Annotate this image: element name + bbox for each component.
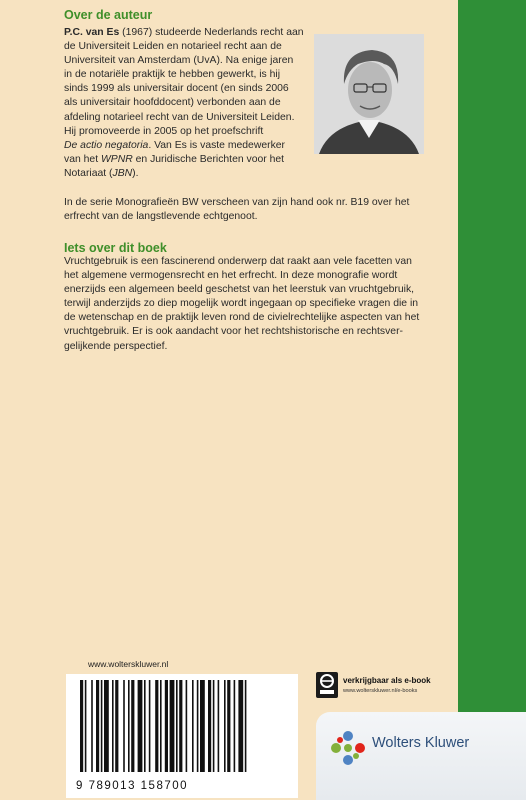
dissertation-title: De actio negatoria — [64, 139, 149, 151]
about-line-10 — [64, 153, 314, 167]
series-text — [64, 196, 444, 224]
author-portrait-image — [314, 34, 424, 154]
barcode-bar — [218, 680, 220, 772]
barcode-bar — [238, 680, 243, 772]
barcode-bar — [165, 680, 168, 772]
barcode-bar — [186, 680, 188, 772]
about-line-1 — [64, 26, 314, 40]
book-line: het algemene vermogensrecht en het erfrecht. In deze monografie wordt — [64, 270, 398, 282]
book-line: Vruchtgebruik is een fascinerend onderwerp dat raakt aan vele facetten van — [64, 256, 412, 267]
barcode-bar — [138, 680, 143, 772]
green-side-band — [458, 0, 526, 800]
ebook-icon — [316, 672, 338, 698]
book-line: enerzijds een algemeen beeld geschetst van het leerstuk van vruchtgebruik, — [64, 284, 415, 296]
about-line: sinds 1999 als universitair docent (en sinds 2006 — [64, 83, 289, 95]
about-line: in de notariële praktijk te hebben gewerkt, is hij — [64, 69, 281, 81]
about-line-9-rest: . Van Es is vaste medewerker — [148, 139, 286, 151]
book-line: de wetenschap en de praktijk leven rond de civielrechtelijke aspecten van het — [64, 312, 420, 324]
ebook-glyph-icon — [316, 672, 338, 698]
barcode-bar — [155, 680, 158, 772]
wpnr-journal: WPNR — [100, 153, 133, 165]
about-line-11-rest: ). — [132, 167, 139, 179]
about-line: als universitair hoofddocent) verbonden aan de — [64, 97, 281, 109]
barcode — [66, 674, 298, 798]
barcode-bar — [170, 680, 175, 772]
about-line-11 — [64, 167, 314, 181]
barcode-bar — [91, 680, 93, 772]
about-line: Universiteit van Amsterdam (UvA). Na enige jaren — [64, 55, 294, 67]
barcode-bar — [179, 680, 182, 772]
series-line: erfrecht van de langstlevende echtgenoot. — [64, 211, 258, 223]
about-line-9 — [64, 139, 314, 153]
barcode-bar — [85, 680, 87, 772]
barcode-bar — [80, 680, 83, 772]
book-line: vruchtgebruik. Er is ook aandacht voor het rechtshistorische en rechtsver- — [64, 326, 404, 338]
barcode-bar — [96, 680, 99, 772]
barcode-bar — [213, 680, 215, 772]
about-book-text — [64, 255, 454, 354]
barcode-bar — [144, 680, 146, 772]
barcode-bar — [123, 680, 125, 772]
about-author-heading: Over de auteur — [64, 8, 153, 22]
ebook-label: verkrijgbaar als e-book — [343, 676, 431, 685]
barcode-bar — [160, 680, 162, 772]
barcode-bar — [104, 680, 109, 772]
barcode-bars — [66, 680, 298, 780]
about-line-1-rest: (1967) studeerde Nederlands recht aan — [119, 27, 304, 38]
jbn-journal: JBN — [112, 167, 133, 179]
about-line-11-pre: Notariaat ( — [64, 167, 113, 179]
about-line: Hij promoveerde in 2005 op het proefschrift — [64, 125, 264, 137]
barcode-bar — [245, 680, 247, 772]
publisher-logo — [316, 712, 526, 800]
about-author-text — [64, 26, 314, 181]
publisher-website: www.wolterskluwer.nl — [88, 659, 169, 669]
barcode-bar — [208, 680, 211, 772]
publisher-name: Wolters Kluwer — [372, 735, 470, 751]
barcode-bar — [192, 680, 194, 772]
about-book-heading: Iets over dit boek — [64, 241, 167, 255]
book-line: gelijkende perspectief. — [64, 340, 168, 352]
about-line-10-rest: en Juridische Berichten voor het — [132, 153, 285, 165]
series-line: In de serie Monografieën BW verscheen van zijn hand ook nr. B19 over het — [64, 197, 410, 208]
about-line-10-pre: van het — [64, 153, 101, 165]
barcode-bar — [128, 680, 130, 772]
barcode-bar — [101, 680, 103, 772]
barcode-bar — [131, 680, 134, 772]
barcode-bar — [112, 680, 114, 772]
about-line: afdeling notarieel recht van de Universiteit Leiden. — [64, 111, 295, 123]
about-line: de Universiteit Leiden en notarieel recht aan de — [64, 41, 282, 53]
wolters-kluwer-emblem-icon — [328, 728, 368, 768]
barcode-bar — [149, 680, 151, 772]
barcode-bar — [176, 680, 178, 772]
barcode-bar — [200, 680, 205, 772]
barcode-bar — [227, 680, 230, 772]
barcode-bar — [115, 680, 118, 772]
author-photo — [314, 34, 424, 154]
barcode-bar — [224, 680, 226, 772]
isbn-number: 9 789013 158700 — [76, 780, 189, 792]
barcode-bar — [234, 680, 236, 772]
author-name: P.C. van Es — [64, 27, 120, 38]
barcode-bar — [197, 680, 199, 772]
book-line: terwijl anderzijds zo diep mogelijk wordt ingegaan op specifieke vragen die in — [64, 298, 419, 310]
ebook-url: www.wolterskluwer.nl/e-books — [343, 688, 418, 694]
